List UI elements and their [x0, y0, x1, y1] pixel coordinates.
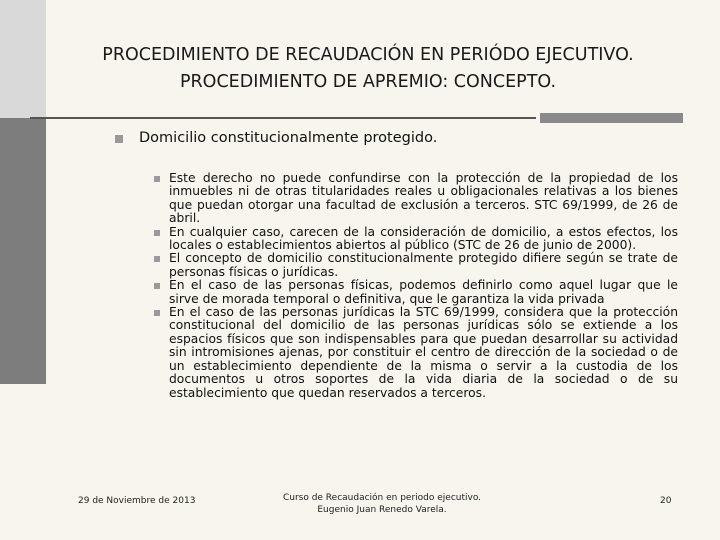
- main-bullet-text: Domicilio constitucionalmente protegido.: [139, 130, 438, 146]
- sub-bullet-text: El concepto de domicilio constitucionalmente protegido difiere según se trate de personas físicas o jurídicas.: [169, 251, 678, 279]
- square-bullet-icon: [115, 135, 123, 143]
- footer-page-number: 20: [660, 496, 672, 506]
- slide-title-line-1: PROCEDIMIENTO DE RECAUDACIÓN EN PERIÓDO EJECUTIVO.: [102, 45, 634, 65]
- sub-bullet-item: [153, 252, 678, 279]
- sub-bullet-item: [153, 279, 678, 306]
- sub-bullet-text: En el caso de las personas jurídicas la STC 69/1999, considera que la protección constitucional del domicilio de las personas jurídicas sólo se extiende a los espacios físicos que son indispensables para que puedan desarrollar su actividad sin intromisiones ajenas, por constituir el centro de dirección de la sociedad o de un establecimiento dependiente de la misma o servir a la custodia de los documentos u otros soportes de la vida diaria de la sociedad o de su establecimiento que quedan reservados a terceros.: [169, 305, 678, 400]
- sub-bullet-text: En cualquier caso, carecen de la consideración de domicilio, a estos efectos, los locales o establecimientos abiertos al público (STC de 26 de junio de 2000).: [169, 224, 678, 253]
- square-bullet-icon: [154, 176, 160, 182]
- title-underline-accent: [540, 113, 683, 123]
- square-bullet-icon: [154, 256, 160, 262]
- title-underline: [30, 117, 536, 119]
- square-bullet-icon: [154, 230, 160, 236]
- slide-title-line-2: PROCEDIMIENTO DE APREMIO: CONCEPTO.: [179, 72, 557, 92]
- footer-course-title: Curso de Recaudación en periodo ejecutivo.: [282, 493, 482, 503]
- sub-bullet-item: [153, 226, 678, 253]
- sub-bullet-list: [153, 172, 678, 400]
- footer-course: [270, 492, 494, 516]
- footer-author: Eugenio Juan Renedo Varela.: [317, 505, 447, 515]
- sub-bullet-text: En el caso de las personas físicas, podemos definirlo como aquel lugar que le sirve de morada temporal o definitiva, que le garantiza la vida privada: [169, 278, 678, 306]
- sub-bullet-text: Este derecho no puede confundirse con la protección de la propiedad de los inmuebles ni de otras titularidades reales u obligacionales relativas a los bienes que puedan otorgar una facultad de exclusión a terceros. STC 69/1999, de 26 de abril.: [169, 171, 678, 226]
- square-bullet-icon: [154, 283, 160, 289]
- decorative-left-bar-top: [0, 0, 46, 118]
- square-bullet-icon: [154, 310, 160, 316]
- sub-bullet-item: [153, 172, 678, 226]
- footer-date: 29 de Noviembre de 2013: [78, 496, 196, 506]
- sub-bullet-item: [153, 306, 678, 400]
- slide-title: [78, 42, 658, 96]
